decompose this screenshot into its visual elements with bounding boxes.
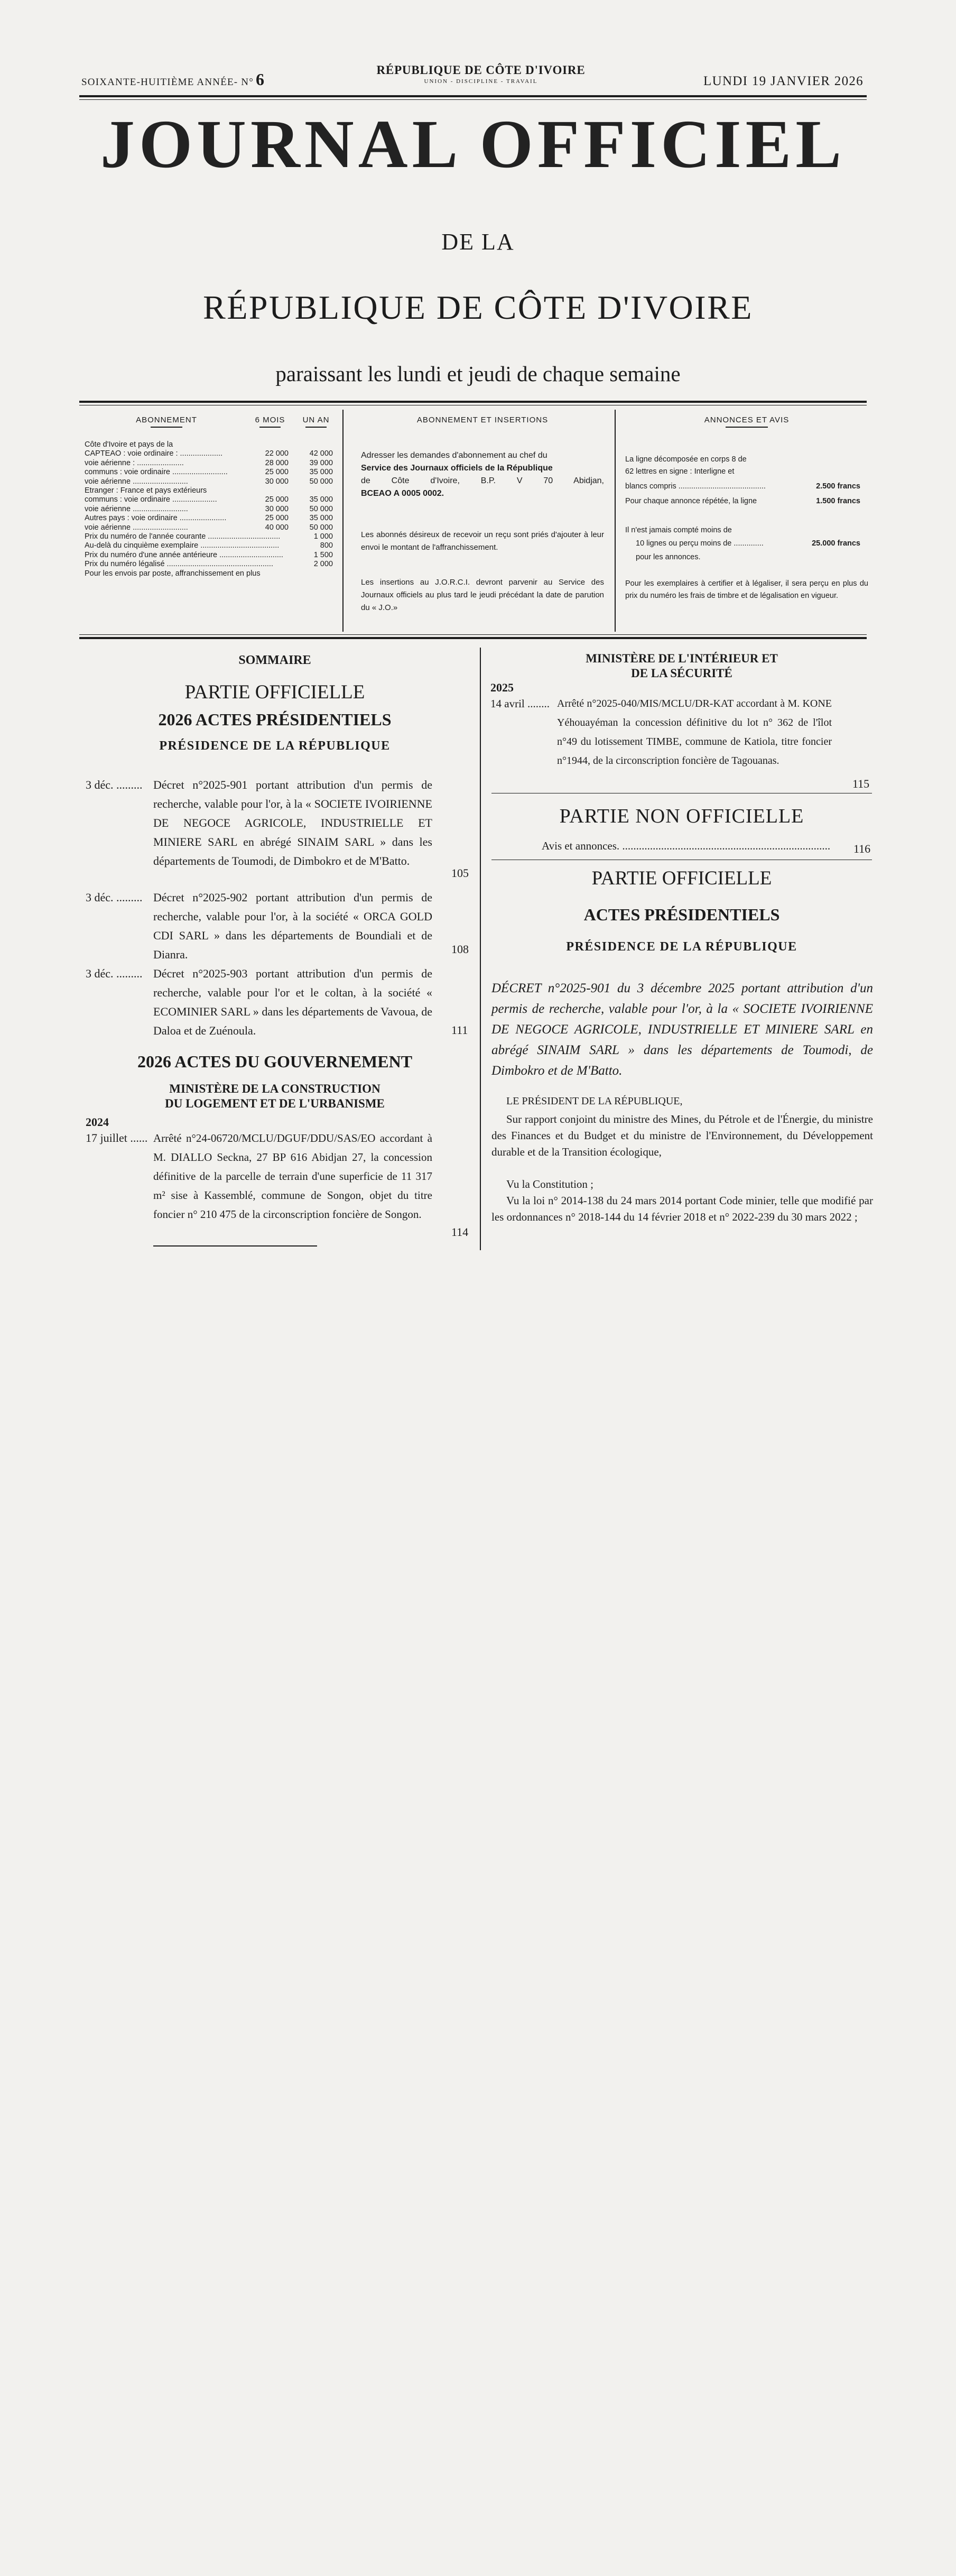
body-actes-presidentiels: ACTES PRÉSIDENTIELS (583, 905, 780, 924)
box-divider-1 (342, 410, 344, 632)
abonnement-row-label: CAPTEAO : voie ordinaire : .................... (85, 449, 223, 458)
ministere-construction-line-1: MINISTÈRE DE LA CONSTRUCTION (169, 1082, 380, 1095)
abonnement-row (85, 486, 336, 495)
sommaire-item-page[interactable]: 105 (451, 866, 469, 880)
abonnement-row (85, 505, 336, 514)
abonnement-row-label: Prix du numéro légalisé .................................................. (85, 560, 273, 569)
edition-line (81, 70, 265, 89)
abonnement-row-un-an: 50 000 (309, 477, 333, 486)
rate-price-1: 2.500 francs (816, 482, 860, 491)
box-bottom-rule-thin (79, 634, 867, 635)
abonnement-row-label: voie aérienne .......................... (85, 504, 188, 513)
abonnement-row-six-mois: 30 000 (265, 477, 289, 486)
annonces-rates (625, 454, 868, 478)
ministere-interieur-line-2: DE LA SÉCURITÉ (631, 667, 732, 680)
abonnement-row-un-an: 35 000 (309, 514, 333, 523)
abonnement-row-label: voie aérienne : ...................... (85, 458, 184, 467)
abonnement-heading (95, 416, 238, 428)
abonnement-row-un-an: 2 000 (313, 560, 333, 569)
abonnement-row (85, 532, 336, 541)
abonnement-row (85, 541, 336, 550)
sommaire-title: SOMMAIRE (238, 653, 311, 667)
sommaire-item-date: 3 déc. ......... (86, 891, 143, 904)
box-divider-2 (615, 410, 616, 632)
abonnement-title: ABONNEMENT (136, 416, 197, 424)
top-rule-thin (79, 99, 867, 100)
rate-line-3: blancs compris ......................................... (625, 482, 766, 491)
rapport-conjoint: Sur rapport conjoint du ministre des Mines, du Pétrole et de l'Énergie, du ministre des Finances et du Budget et du ministre de l'Environnement, du Développement durable et de la Transition écologique, (491, 1113, 873, 1158)
abonnement-row-label: Etranger : France et pays extérieurs (85, 486, 207, 495)
rate-line-4: Pour chaque annonce répétée, la ligne (625, 497, 757, 505)
rate-line-1: La ligne décomposée en corps 8 de (625, 455, 747, 464)
abonnement-row (85, 551, 336, 560)
insertions-receipt-note: Les abonnés désireux de recevoir un reçu sont priés d'ajouter à leur envoi le montant de l'affranchissement. (361, 530, 604, 552)
avis-annonces: Avis et annonces. ........................................................................... (542, 839, 831, 852)
sommaire-item-text: Décret n°2025-901 portant attribution d'un permis de recherche, valable pour l'or, à la « SOCIETE IVOIRIENNE DE NEGOCE AGRICOLE, INDUSTRIELLE ET MINIERE SARL en abrégé SINAIM SARL » dans les départements de Toumodi, de Dimbokro et de M'Batto. (153, 778, 432, 867)
address-line-3: de Côte d'Ivoire, B.P. V 70 Abidjan, (361, 476, 604, 485)
sommaire-item-3 (86, 964, 471, 1044)
legalisation-note: Pour les exemplaires à certifier et à légaliser, il sera perçu en plus du prix du numéro les frais de timbre et de légalisation en vigueur. (625, 579, 868, 600)
abonnement-row-label: Autres pays : voie ordinaire ...................... (85, 514, 227, 523)
edition-number: 6 (256, 70, 265, 89)
sommaire-item-page[interactable]: 111 (451, 1023, 468, 1037)
abonnement-row-label: Au-delà du cinquième exemplaire ..................................... (85, 541, 280, 550)
abonnement-row (85, 569, 336, 578)
sommaire-item-date: 3 déc. ......... (86, 778, 143, 791)
abonnement-row-un-an: 35 000 (309, 468, 333, 477)
vu-code-minier: Vu la loi n° 2014-138 du 24 mars 2014 portant Code minier, telle que modifié par les ordonnances n° 2018-144 du 14 février 2018 et n° 2022-239 du 30 mars 2022 ; (491, 1194, 873, 1223)
country-motto: UNION - DISCIPLINE - TRAVAIL (424, 78, 538, 85)
sommaire-item-text: Décret n°2025-902 portant attribution d'un permis de recherche, valable pour l'or, à la société « ORCA GOLD CDI SARL » dans les départements de Boundiali et de Dianra. (153, 891, 432, 961)
sommaire-actes-gouvernement: 2026 ACTES DU GOUVERNEMENT (137, 1052, 413, 1071)
address-line-1: Adresser les demandes d'abonnement au chef du (361, 451, 547, 460)
body-presidence: PRÉSIDENCE DE LA RÉPUBLIQUE (566, 940, 797, 954)
abonnement-row-six-mois: 25 000 (265, 468, 289, 477)
sommaire-item-1 (86, 775, 471, 884)
ministere-interieur (491, 651, 872, 681)
abonnement-row-six-mois: 22 000 (265, 449, 289, 458)
sommaire-item-page[interactable]: 114 (451, 1225, 469, 1239)
top-rule (79, 95, 867, 97)
insertions-address (361, 449, 604, 500)
abonnement-row-label: voie aérienne .......................... (85, 523, 188, 532)
abonnement-row-six-mois: 30 000 (265, 504, 289, 513)
abonnement-row (85, 459, 336, 468)
masthead-de-la: DE LA (441, 229, 515, 255)
body-partie-officielle: PARTIE OFFICIELLE (591, 867, 772, 889)
insertions-title: ABONNEMENT ET INSERTIONS (416, 416, 549, 424)
masthead-title: JOURNAL OFFICIEL (100, 106, 846, 182)
abonnement-row-un-an: 42 000 (309, 449, 333, 458)
avis-page[interactable]: 116 (853, 842, 871, 855)
abonnement-row-six-mois: 25 000 (265, 514, 289, 523)
edition-label: SOIXANTE-HUITIÈME ANNÉE- N° (81, 77, 254, 88)
le-president: LE PRÉSIDENT DE LA RÉPUBLIQUE, (506, 1095, 683, 1107)
abonnement-row-six-mois: 25 000 (265, 495, 289, 504)
abonnement-row (85, 468, 336, 477)
abonnement-row-un-an: 800 (320, 541, 333, 550)
annonces-heading (625, 416, 868, 428)
ministere-construction (79, 1082, 470, 1111)
country-block (365, 63, 597, 85)
year-2025: 2025 (490, 681, 514, 694)
abonnement-row-un-an: 1 000 (313, 532, 333, 541)
rate-line-5: Il n'est jamais compté moins de (625, 526, 732, 534)
sommaire-item-date: 17 juillet ...... (86, 1131, 148, 1144)
year-2024: 2024 (86, 1115, 109, 1129)
abonnement-row-un-an: 35 000 (309, 495, 333, 504)
insertions-heading (361, 416, 604, 424)
section-end-rule (153, 1245, 317, 1247)
sommaire-item-text: Arrêté n°24-06720/MCLU/DGUF/DDU/SAS/EO accordant à M. DIALLO Seckna, 27 BP 616 Abidjan 27, la concession définitive de la parcelle de terrain d'une superficie de 11 317 m² sise à Kassemblé, commune de Songon, objet du titre foncier n° 210 475 de la circonscription foncière de Songon. (153, 1132, 432, 1221)
country-name: RÉPUBLIQUE DE CÔTE D'IVOIRE (376, 63, 586, 77)
box-bottom-rule (79, 637, 867, 639)
abonnement-row-un-an: 1 500 (313, 550, 333, 559)
abonnement-row-label: Prix du numéro d'une année antérieure .............................. (85, 550, 283, 559)
vu-constitution: Vu la Constitution ; (506, 1178, 593, 1190)
abonnement-row-un-an: 50 000 (309, 504, 333, 513)
box-top-rule (79, 401, 867, 403)
abonnement-row (85, 449, 336, 458)
sommaire-partie-officielle: PARTIE OFFICIELLE (184, 681, 365, 703)
partie-non-officielle: PARTIE NON OFFICIELLE (559, 805, 804, 827)
masthead-republique: RÉPUBLIQUE DE CÔTE D'IVOIRE (203, 289, 753, 326)
rate-line-6: 10 lignes ou perçu moins de .............. (636, 539, 764, 548)
abonnement-row-label: communs : voie ordinaire ..................... (85, 495, 217, 504)
sommaire-item-page[interactable]: 108 (451, 943, 469, 956)
un-an-label: UN AN (302, 416, 330, 424)
sommaire-item-text: Arrêté n°2025-040/MIS/MCLU/DR-KAT accordant à M. KONE Yéhouayéman la concession définitive du lot n° 362 de l'îlot n°49 du lotissement TIMBE, commune de Katiola, titre foncier n°1944, de la circonscription foncière de Tagouanas. (557, 698, 832, 767)
abonnement-row (85, 560, 336, 569)
abonnement-row-label: Côte d'Ivoire et pays de la (85, 440, 173, 449)
sommaire-item-date: 14 avril ........ (490, 697, 550, 710)
abonnement-row-six-mois: 40 000 (265, 523, 289, 532)
ministere-construction-line-2: DU LOGEMENT ET DE L'URBANISME (165, 1097, 385, 1110)
abonnement-row-label: Pour les envois par poste, affranchissement en plus (85, 569, 261, 578)
publication-schedule: paraissant les lundi et jeudi de chaque semaine (275, 362, 681, 386)
ministere-interieur-line-1: MINISTÈRE DE L'INTÉRIEUR ET (586, 652, 778, 665)
insertions-deadline-note: Les insertions au J.O.R.C.I. devront parvenir au Service des Journaux officiels au plus tard le jeudi précédant la date de parution du « J.O.» (361, 578, 604, 612)
sommaire-item-2024 (86, 1129, 471, 1245)
rate-price-3: 25.000 francs (812, 539, 860, 548)
annonces-title: ANNONCES ET AVIS (704, 416, 790, 424)
abonnement-row (85, 477, 336, 486)
sommaire-actes-presidentiels: 2026 ACTES PRÉSIDENTIELS (158, 710, 392, 729)
abonnement-row-un-an: 50 000 (309, 523, 333, 532)
rate-price-2: 1.500 francs (816, 497, 860, 505)
rate-line-2: 62 lettres en signe : Interligne et (625, 467, 735, 476)
abonnement-row-label: communs : voie ordinaire .......................... (85, 468, 228, 477)
abonnement-row (85, 514, 336, 523)
top-band (79, 62, 867, 94)
sommaire-item-page[interactable]: 115 (852, 777, 870, 790)
abonnement-row (85, 440, 336, 449)
abonnement-row (85, 495, 336, 504)
sommaire-item-text: Décret n°2025-903 portant attribution d'un permis de recherche, valable pour l'or et le coltan, à la société « ECOMINIER SARL » dans les départements de Vavoua, de Daloa et de Zuénoula. (153, 967, 432, 1037)
decret-title: DÉCRET n°2025-901 du 3 décembre 2025 portant attribution d'un permis de recherche, valable pour l'or, à la « SOCIETE IVOIRIENNE DE NEGOCE AGRICOLE, INDUSTRIELLE ET MINIERE SARL en abrégé SINAIM SARL » dans les départements de Toumodi, de Dimbokro et de M'Batto. (491, 981, 873, 1078)
rate-line-7: pour les annonces. (636, 553, 701, 561)
address-line-4: BCEAO A 0005 0002. (361, 489, 444, 498)
sommaire-presidence: PRÉSIDENCE DE LA RÉPUBLIQUE (159, 739, 391, 753)
sommaire-item-date: 3 déc. ......... (86, 967, 143, 980)
abonnement-row-six-mois: 28 000 (265, 458, 289, 467)
abonnement-row (85, 523, 336, 532)
six-mois-heading (246, 416, 294, 428)
issue-date: LUNDI 19 JANVIER 2026 (703, 74, 864, 88)
abonnement-row-label: Prix du numéro de l'année courante .................................. (85, 532, 281, 541)
sommaire-item-2025 (490, 694, 874, 795)
un-an-heading (295, 416, 337, 428)
sommaire-item-2 (86, 888, 471, 961)
abonnement-row-label: voie aérienne .......................... (85, 477, 188, 486)
address-line-2: Service des Journaux officiels de la République (361, 464, 553, 473)
abonnement-row-un-an: 39 000 (309, 458, 333, 467)
six-mois-label: 6 MOIS (255, 416, 285, 424)
